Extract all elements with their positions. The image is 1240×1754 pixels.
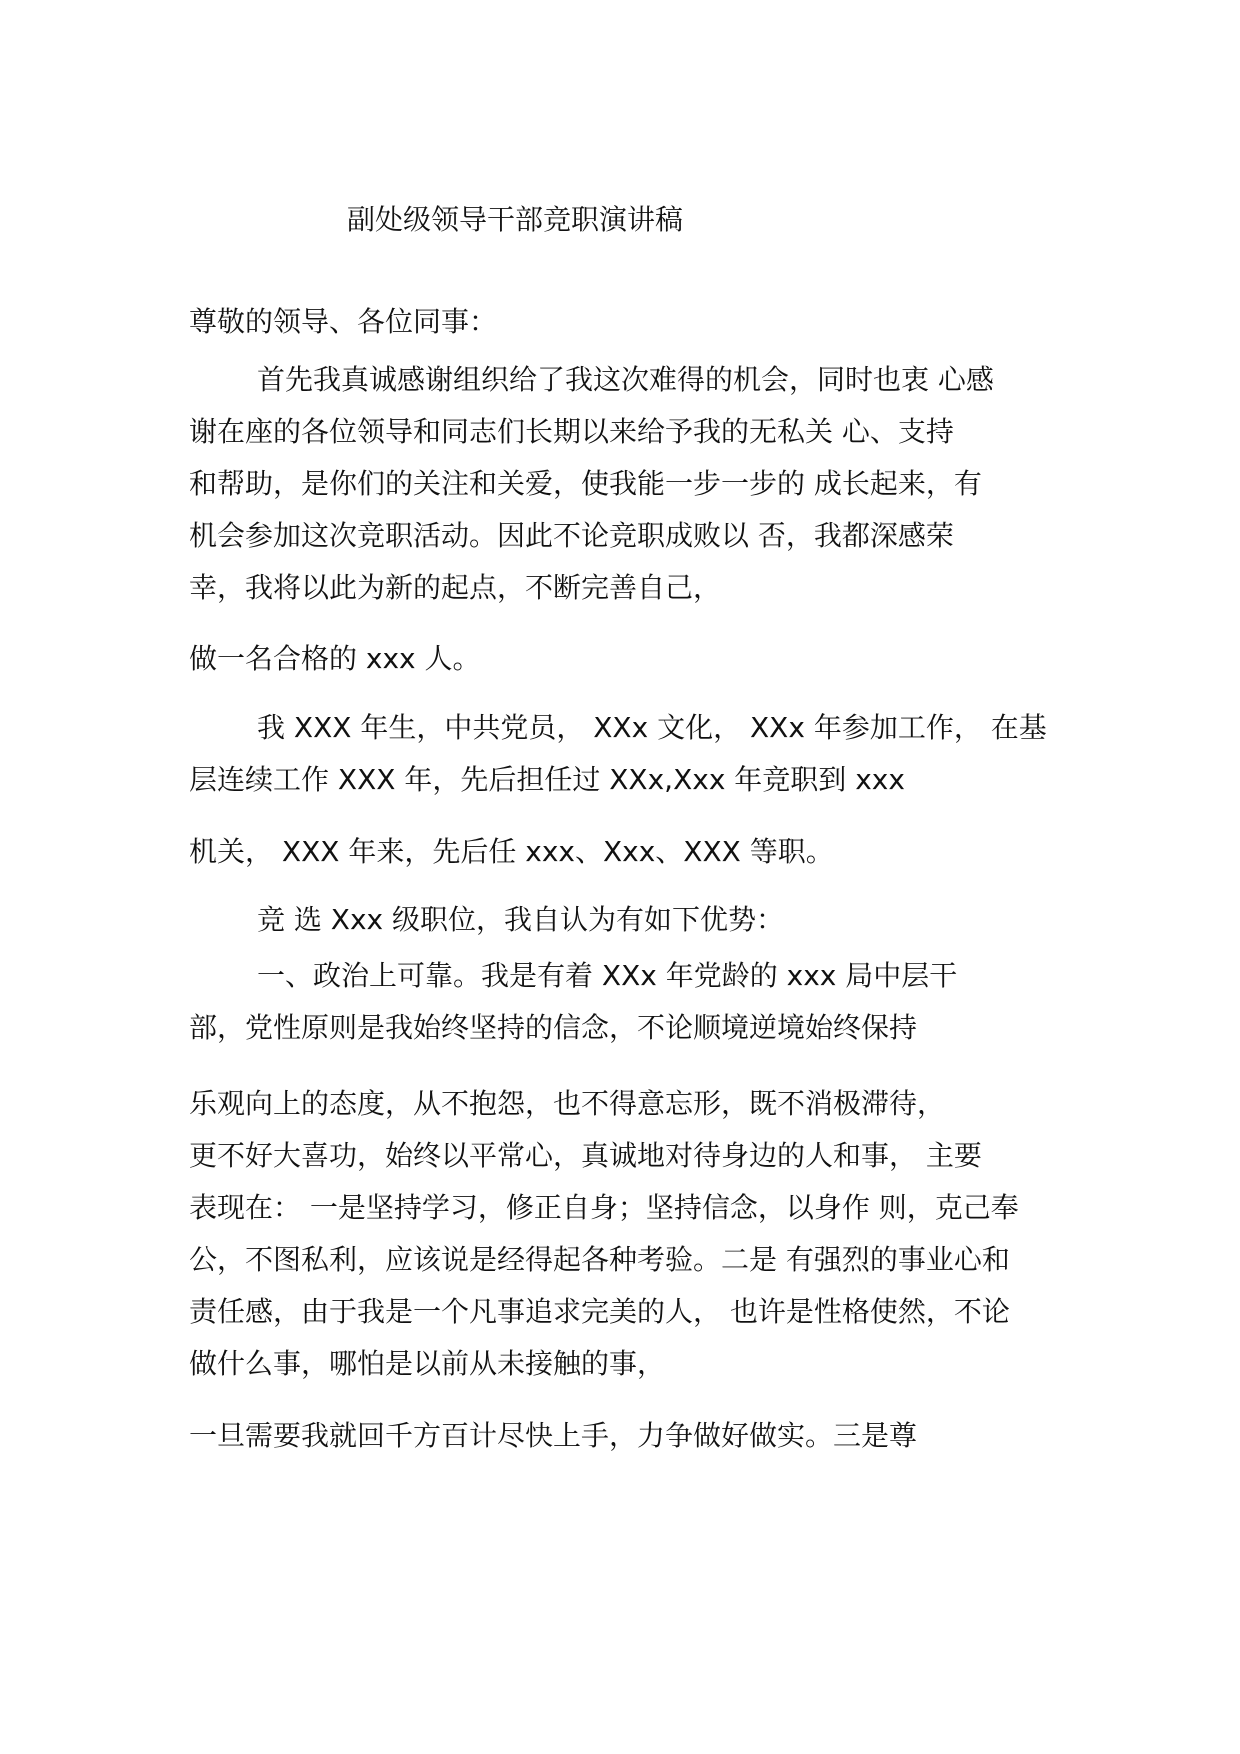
- salutation-line: 尊敬的领导、各位同事：: [189, 305, 498, 338]
- text-line: 我 XXX 年生，中共党员， XXx 文化， XXx 年参加工作， 在基: [257, 711, 1047, 744]
- text-line: 乐观向上的态度，从不抱怨，也不得意忘形，既不消极滞待，: [189, 1087, 946, 1120]
- text-line: 更不好大喜功，始终以平常心，真诚地对待身边的人和事， 主要: [189, 1139, 982, 1172]
- text-line: 层连续工作 XXX 年，先后担任过 XXx,Xxx 年竞职到 xxx: [189, 763, 905, 796]
- text-line: 首先我真诚感谢组织给了我这次难得的机会，同时也衷 心感: [257, 363, 994, 396]
- text-line: 机会参加这次竞职活动。因此不论竞职成败以 否，我都深感荣: [189, 519, 954, 552]
- text-line: 谢在座的各位领导和同志们长期以来给予我的无私关 心、支持: [189, 415, 954, 448]
- text-line: 做什么事，哪怕是以前从未接触的事，: [189, 1347, 666, 1380]
- text-line: 责任感，由于我是一个凡事追求完美的人， 也许是性格使然，不论: [189, 1295, 1010, 1328]
- text-line: 做一名合格的 xxx 人。: [189, 642, 481, 675]
- text-line: 和帮助，是你们的关注和关爱，使我能一步一步的 成长起来，有: [189, 467, 982, 500]
- text-line: 公，不图私利，应该说是经得起各种考验。二是 有强烈的事业心和: [189, 1243, 1010, 1276]
- text-line: 幸，我将以此为新的起点，不断完善自己，: [189, 571, 722, 604]
- text-line: 一旦需要我就回千方百计尽快上手，力争做好做实。三是尊: [189, 1419, 918, 1452]
- text-line: 一、政治上可靠。我是有着 XXx 年党龄的 xxx 局中层干: [257, 959, 958, 992]
- text-line: 表现在： 一是坚持学习，修正自身；坚持信念，以身作 则，克己奉: [189, 1191, 1019, 1224]
- text-line: 部，党性原则是我始终坚持的信念，不论顺境逆境始终保持: [189, 1011, 918, 1044]
- text-line: 竞 选 Xxx 级职位，我自认为有如下优势：: [257, 903, 785, 936]
- document-title: 副处级领导干部竞职演讲稿: [347, 203, 684, 236]
- text-line: 机关， XXX 年来，先后任 xxx、Xxx、XXX 等职。: [189, 835, 834, 868]
